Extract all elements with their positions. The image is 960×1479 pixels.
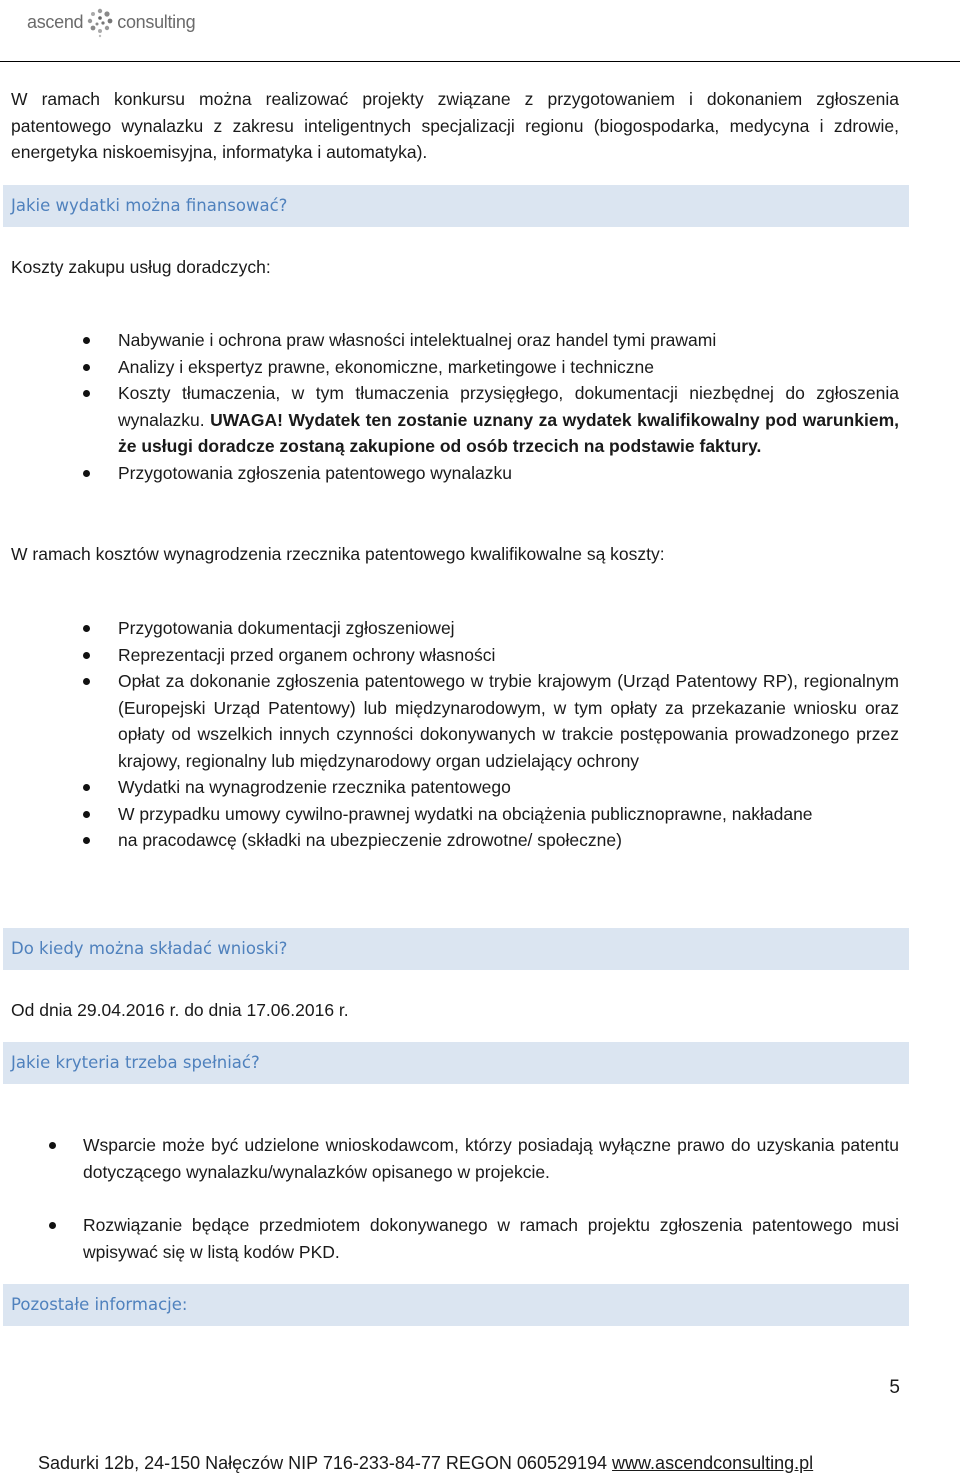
section-heading-text: Pozostałe informacje:	[11, 1295, 188, 1314]
list-item: Wydatki na wynagrodzenie rzecznika patentowego	[118, 774, 899, 801]
bullet-icon	[83, 811, 90, 818]
list-item: Opłat za dokonanie zgłoszenia patentowego w trybie krajowym (Urząd Patentowy RP), regionalnym (Europejski Urząd Patentowy) lub międzynarodowym, w tym opłaty za przekazanie wniosku oraz opłaty od wszelkich innych czynności dokonywanych w trakcie postępowania prowadzonego przez krajowy, regionalny lub międzynarodowy organ udzielający ochrony	[118, 668, 899, 774]
header-divider	[0, 61, 960, 62]
consulting-costs-lead: Koszty zakupu usług doradczych:	[11, 257, 271, 277]
list-item: Koszty tłumaczenia, w tym tłumaczenia przysięgłego, dokumentacji niezbędnej do zgłoszenia wynalazku. UWAGA! Wydatek ten zostanie uznany za wydatek kwalifikowalny pod warunkiem, że usługi doradcze zostaną zakupione od osób trzecich na podstawie faktury.	[118, 380, 899, 460]
footer-website-link[interactable]: www.ascendconsulting.pl	[612, 1453, 814, 1473]
bullet-icon	[83, 837, 90, 844]
page-header	[0, 0, 960, 62]
list-item: na pracodawcę (składki na ubezpieczenie zdrowotne/ społeczne)	[118, 827, 899, 854]
logo-text-right: consulting	[117, 11, 196, 32]
section-heading-expenses	[3, 185, 909, 227]
bullet-icon	[49, 1142, 56, 1149]
deadline-text: Od dnia 29.04.2016 r. do dnia 17.06.2016 r.	[11, 1000, 349, 1020]
intro-paragraph: W ramach konkursu można realizować projekty związane z przygotowaniem i dokonaniem zgłoszenia patentowego wynalazku z zakresu inteligentnych specjalizacji regionu (biogospodarka, medycyna i zdrowie, energetyka niskoemisyjna, informatyka i automatyka).	[11, 89, 899, 162]
section-heading-text: Jakie kryteria trzeba spełniać?	[11, 1053, 260, 1072]
section-heading-criteria	[3, 1042, 909, 1084]
bullet-icon	[83, 784, 90, 791]
section-heading-other-info	[3, 1284, 909, 1326]
list-item: Analizy i ekspertyz prawne, ekonomiczne, marketingowe i techniczne	[118, 354, 899, 381]
list-item: W przypadku umowy cywilno-prawnej wydatki na obciążenia publicznoprawne, nakładane	[118, 801, 899, 828]
patent-attorney-costs-list	[118, 615, 899, 854]
section-heading-text: Jakie wydatki można finansować?	[11, 196, 288, 215]
list-item: Przygotowania zgłoszenia patentowego wynalazku	[118, 460, 899, 487]
list-item: Rozwiązanie będące przedmiotem dokonywanego w ramach projektu zgłoszenia patentowego musi wpisywać się w listą kodów PKD.	[83, 1212, 899, 1265]
logo-text-left: ascend	[27, 11, 84, 32]
page-number: 5	[889, 1377, 900, 1398]
patent-attorney-costs-lead: W ramach kosztów wynagrodzenia rzecznika patentowego kwalifikowalne są koszty:	[11, 544, 665, 564]
bullet-icon	[83, 652, 90, 659]
list-item: Reprezentacji przed organem ochrony własności	[118, 642, 899, 669]
dots-logo-icon	[84, 6, 116, 38]
warning-note: UWAGA! Wydatek ten zostanie uznany za wydatek kwalifikowalny pod warunkiem, że usługi doradcze zostaną zakupione od osób trzecich na podstawie faktury.	[118, 409, 899, 456]
company-logo	[27, 6, 195, 38]
bullet-icon	[83, 337, 90, 344]
bullet-icon	[83, 390, 90, 397]
bullet-icon	[83, 625, 90, 632]
consulting-costs-list	[118, 327, 899, 486]
page-footer	[38, 1453, 813, 1474]
list-item: Wsparcie może być udzielone wnioskodawcom, którzy posiadają wyłączne prawo do uzyskania patentu dotyczącego wynalazku/wynalazków opisanego w projekcie.	[83, 1132, 899, 1185]
list-item: Nabywanie i ochrona praw własności intelektualnej oraz handel tymi prawami	[118, 327, 899, 354]
list-item: Przygotowania dokumentacji zgłoszeniowej	[118, 615, 899, 642]
bullet-icon	[49, 1222, 56, 1229]
section-heading-text: Do kiedy można składać wnioski?	[11, 939, 288, 958]
bullet-icon	[83, 678, 90, 685]
bullet-icon	[83, 470, 90, 477]
section-heading-deadline	[3, 928, 909, 970]
criteria-list	[83, 1132, 899, 1265]
bullet-icon	[83, 364, 90, 371]
footer-address: Sadurki 12b, 24-150 Nałęczów NIP 716-233-84-77 REGON 060529194	[38, 1453, 608, 1473]
